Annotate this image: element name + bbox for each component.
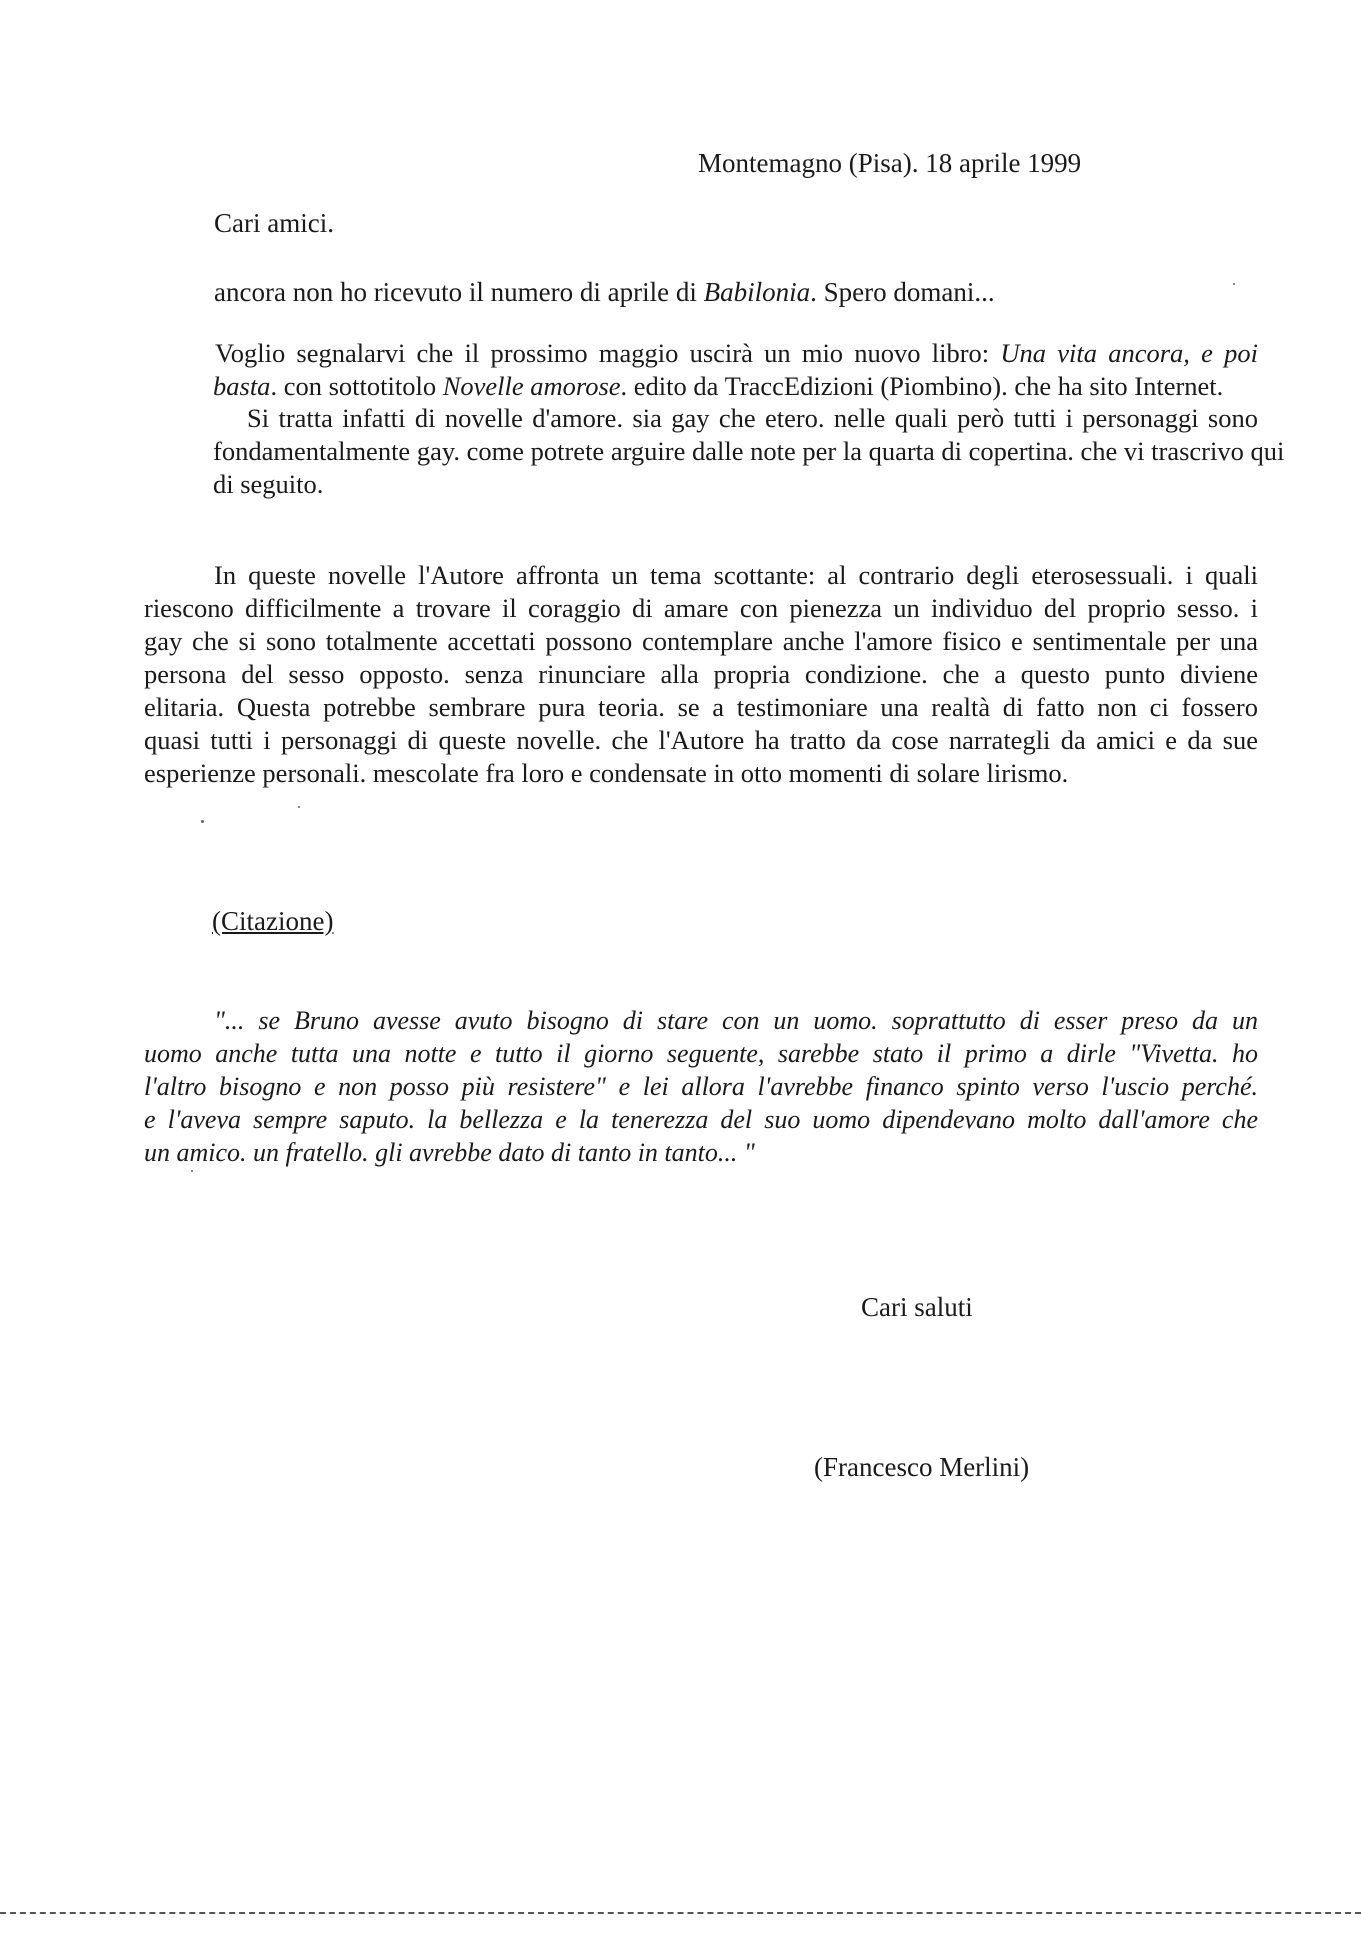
scan-speck	[191, 1170, 193, 1172]
paragraph-4-line-2: riescono difficilmente a trovare il coraggio di amare con pienezza un individuo del proprio sesso. i	[144, 593, 1258, 623]
citation-heading: (Citazione)	[212, 906, 334, 936]
paragraph-4-line-3: gay che si sono totalmente accettati possono contemplare anche l'amore fisico e sentimentale per una	[144, 626, 1258, 656]
signature: (Francesco Merlini)	[814, 1452, 1030, 1482]
paragraph-4-line-4: persona del sesso opposto. senza rinunciare alla propria condizione. che a questo punto diviene	[144, 659, 1258, 689]
quote-line-4: e l'aveva sempre saputo. la bellezza e la tenerezza del suo uomo dipendevano molto dall'amore che	[144, 1105, 1258, 1134]
paragraph-1-text: ancora non ho ricevuto il numero di aprile di	[214, 277, 704, 307]
scan-speck	[298, 806, 300, 808]
book-title-part-2: basta	[213, 371, 271, 401]
paragraph-2-line-1	[213, 337, 1258, 370]
quote-line-2: uomo anche tutta una notte e tutto il giorno seguente, sarebbe stato il primo a dirle "Vivetta. ho	[144, 1039, 1258, 1068]
book-subtitle: Novelle amorose	[442, 371, 621, 401]
salutation: Cari amici.	[214, 208, 334, 238]
book-title-part-1: Una vita ancora, e poi	[1000, 338, 1259, 368]
paragraph-4-line-5: elitaria. Questa potrebbe sembrare pura teoria. se a testimoniare una realtà di fatto non ci fossero	[144, 692, 1258, 722]
date-line: Montemagno (Pisa). 18 aprile 1999	[698, 148, 1082, 178]
paragraph-1	[214, 275, 995, 309]
paragraph-3-line-1: Si tratta infatti di novelle d'amore. sia gay che etero. nelle quali però tutti i personaggi sono	[247, 403, 1258, 433]
scan-speck	[201, 820, 204, 823]
quote-line-1: "... se Bruno avesse avuto bisogno di stare con un uomo. soprattutto di esser preso da un	[214, 1006, 1258, 1035]
quote-line-5: un amico. un fratello. gli avrebbe dato di tanto in tanto... "	[144, 1138, 755, 1167]
magazine-title: Babilonia	[703, 277, 811, 307]
paragraph-2-line-2	[213, 370, 1258, 403]
paragraph-3-line-2: fondamentalmente gay. come potrete arguire dalle note per la quarta di copertina. che vi trascrivo qui	[213, 436, 1285, 466]
quote-line-3: l'altro bisogno e non posso più resistere" e lei allora l'avrebbe financo spinto verso l'uscio perché.	[144, 1072, 1258, 1101]
paragraph-2-publisher: . edito da TraccEdizioni (Piombino). che ha sito Internet.	[620, 371, 1224, 401]
paragraph-4-line-1: In queste novelle l'Autore affronta un tema scottante: al contrario degli eterosessuali. i quali	[214, 560, 1258, 590]
paragraph-4-line-6: quasi tutti i personaggi di queste novelle. che l'Autore ha tratto da cose narrategli da amici e da sue	[144, 725, 1258, 755]
scan-edge-dashes	[0, 1912, 1361, 1914]
paragraph-4-line-7: esperienze personali. mescolate fra loro e condensate in otto momenti di solare lirismo.	[144, 758, 1069, 788]
paragraph-2-intro: Voglio segnalarvi che il prossimo maggio uscirà un mio nuovo libro:	[215, 338, 1001, 368]
paragraph-1-after: . Spero domani...	[810, 277, 995, 307]
paragraph-2-subtitle-intro: . con sottotitolo	[270, 371, 443, 401]
closing: Cari saluti	[861, 1292, 973, 1322]
scan-speck	[1233, 283, 1235, 285]
paragraph-3-line-3: di seguito.	[213, 469, 324, 499]
